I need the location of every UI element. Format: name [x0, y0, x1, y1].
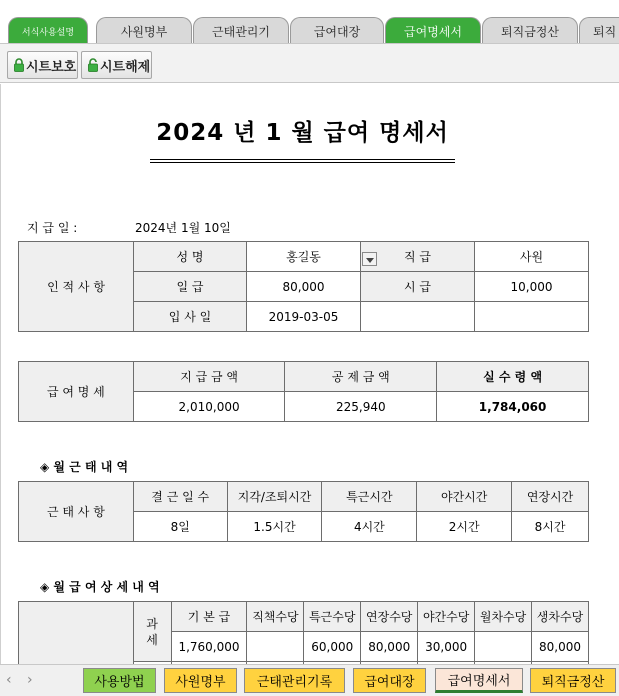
unprotect-sheet-button[interactable]	[81, 51, 152, 79]
summary-header: 지 급 금 액	[133, 362, 285, 392]
sheet-tab-bar	[0, 664, 619, 696]
night-hours-value[interactable]: 2시간	[417, 512, 512, 542]
detail-section-label	[19, 602, 134, 665]
total-deduction-value[interactable]: 225,940	[285, 392, 437, 422]
tab-attendance[interactable]: 근태관리기	[193, 17, 289, 43]
tab-payroll-ledger[interactable]: 급여대장	[290, 17, 384, 43]
detail-section-title: ◈ 월 급 여 상 세 내 역	[40, 580, 160, 594]
empty-cell[interactable]	[475, 302, 589, 332]
attendance-header: 야간시간	[417, 482, 512, 512]
position-label: 직 급	[404, 250, 431, 264]
hourly-wage-label: 시 급	[361, 272, 475, 302]
title-underline	[150, 159, 455, 160]
detail-header: 야간수당	[418, 602, 475, 632]
attendance-header: 결 근 일 수	[133, 482, 227, 512]
sheet-tab-attendance-record[interactable]: 근태관리기록	[244, 668, 345, 693]
pay-date-value: 2024년 1월 10일	[135, 221, 231, 235]
top-tab-bar	[0, 0, 619, 43]
daily-wage-value[interactable]: 80,000	[247, 272, 361, 302]
next-sheet-icon[interactable]: ›	[27, 672, 33, 688]
detail-header: 연장수당	[361, 602, 418, 632]
detail-header: 특근수당	[304, 602, 361, 632]
daily-wage-label: 일 급	[134, 272, 247, 302]
late-early-hours-value[interactable]: 1.5시간	[227, 512, 322, 542]
total-payment-value[interactable]: 2,010,000	[133, 392, 285, 422]
pay-detail-table	[18, 601, 589, 664]
title-underline-double	[150, 162, 455, 163]
lock-icon	[14, 58, 24, 72]
detail-header: 월차수당	[475, 602, 532, 632]
summary-header: 공 제 금 액	[285, 362, 437, 392]
dropdown-arrow-icon[interactable]	[362, 252, 377, 266]
protect-sheet-button[interactable]	[7, 51, 78, 79]
protect-sheet-label: 시트보호	[26, 59, 77, 75]
base-pay-value[interactable]: 1,760,000	[171, 632, 247, 662]
detail-header: 생차수당	[531, 602, 588, 632]
unlock-icon	[88, 58, 98, 72]
position-allowance-value[interactable]	[247, 632, 304, 662]
overtime-hours-value[interactable]: 8시간	[512, 512, 589, 542]
night-allowance-value[interactable]: 30,000	[418, 632, 475, 662]
pay-summary-table	[18, 361, 589, 422]
sheet-tab-severance[interactable]: 퇴직금정산	[530, 668, 616, 693]
sheet-left-border	[0, 84, 1, 664]
sheet-tab-pay-slip[interactable]: 급여명세서	[435, 668, 523, 693]
detail-header: 기 본 급	[171, 602, 247, 632]
summary-header: 실 수 령 액	[437, 362, 589, 392]
name-label: 성 명	[134, 242, 247, 272]
unprotect-sheet-label: 시트해제	[100, 59, 151, 75]
hourly-wage-value[interactable]: 10,000	[475, 272, 589, 302]
personal-section-label: 인 적 사 항	[19, 242, 134, 332]
attendance-header: 특근시간	[322, 482, 417, 512]
position-value[interactable]: 사원	[475, 242, 589, 272]
attendance-table	[18, 481, 589, 542]
tab-pay-slip[interactable]: 급여명세서	[385, 17, 481, 43]
monthly-leave-allowance-value[interactable]	[475, 632, 532, 662]
prev-sheet-icon[interactable]: ‹	[6, 672, 12, 688]
name-value[interactable]: 홍길동	[247, 242, 361, 272]
join-date-value[interactable]: 2019-03-05	[247, 302, 361, 332]
special-hours-value[interactable]: 4시간	[322, 512, 417, 542]
toolbar	[0, 43, 619, 83]
sheet-tab-payroll-ledger[interactable]: 급여대장	[353, 668, 426, 693]
attendance-header: 연장시간	[512, 482, 589, 512]
taxable-label: 과 세	[133, 602, 171, 662]
join-date-label: 입 사 일	[134, 302, 247, 332]
tab-retirement[interactable]: 퇴직	[579, 17, 619, 43]
net-pay-value[interactable]: 1,784,060	[437, 392, 589, 422]
sheet-tab-roster[interactable]: 사원명부	[164, 668, 237, 693]
sheet-area[interactable]	[0, 84, 619, 664]
overtime-allowance-value[interactable]: 80,000	[361, 632, 418, 662]
attendance-section-label: 근 태 사 항	[19, 482, 134, 542]
tab-severance[interactable]: 퇴직금정산	[482, 17, 578, 43]
pay-date-label: 지 급 일 :	[27, 221, 78, 235]
detail-header: 직책수당	[247, 602, 304, 632]
page-title: 2024 년 1 월 급여 명세서	[156, 120, 449, 146]
position-label-cell	[361, 242, 475, 272]
summary-section-label: 급 여 명 세	[19, 362, 134, 422]
empty-cell[interactable]	[361, 302, 475, 332]
attendance-section-title: ◈ 월 근 태 내 역	[40, 460, 129, 474]
tab-usage-guide[interactable]: 서식사용설명	[8, 17, 88, 43]
sheet-tab-usage[interactable]: 사용방법	[83, 668, 156, 693]
attendance-header: 지각/조퇴시간	[227, 482, 322, 512]
menstrual-allowance-value[interactable]: 80,000	[531, 632, 588, 662]
absence-days-value[interactable]: 8일	[133, 512, 227, 542]
tab-employee-roster[interactable]: 사원명부	[96, 17, 192, 43]
special-allowance-value[interactable]: 60,000	[304, 632, 361, 662]
personal-info-table	[18, 241, 589, 332]
